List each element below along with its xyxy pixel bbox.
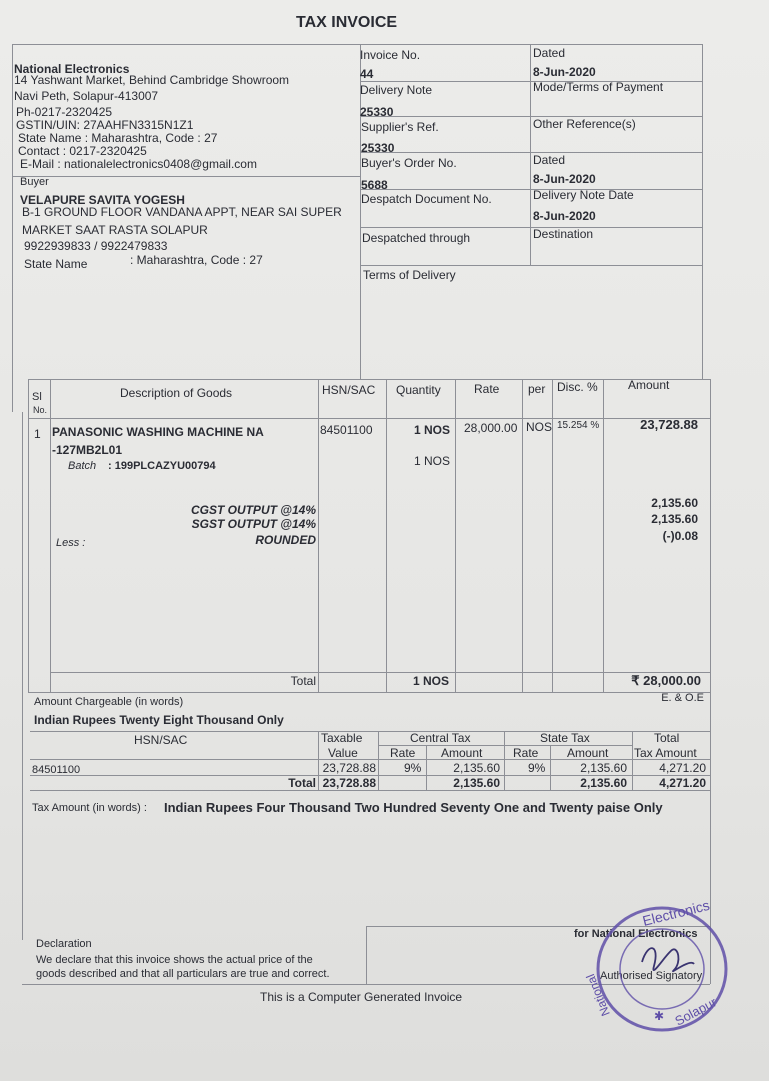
seller-email: E-Mail : nationalelectronics0408@gmail.com [20, 157, 257, 171]
total-amount: ₹ 28,000.00 [631, 673, 701, 688]
th-per: per [528, 382, 546, 396]
delivery-note-date-value: 8-Jun-2020 [533, 209, 596, 223]
col-per-right [552, 379, 553, 692]
th-sl: Sl [32, 391, 42, 403]
th-description: Description of Goods [120, 386, 233, 400]
less-label: Less : [56, 537, 86, 549]
tt-row-taxable: 23,728.88 [322, 761, 376, 775]
tt-row-s-amount: 2,135.60 [580, 761, 627, 775]
th-amount: Amount [628, 378, 670, 392]
taxtable-top [30, 731, 710, 732]
item-sl: 1 [34, 427, 41, 441]
tt-state-header: State Tax [540, 731, 590, 745]
eoe-label: E. & O.E [661, 692, 704, 704]
item-quantity-2: 1 NOS [413, 454, 450, 468]
tt-value-header: Value [328, 746, 358, 760]
th-no: No. [33, 405, 48, 415]
stamp-text-top: Electronics [640, 896, 712, 929]
tt-row-c-rate: 9% [404, 761, 422, 775]
declaration-line-2: goods described and that all particulars are true and correct. [36, 968, 330, 980]
authorised-signatory-label: Authorised Signatory [600, 970, 703, 982]
item-per: NOS [526, 420, 553, 434]
meta-divider [530, 44, 531, 266]
tt-total-c-amount: 2,135.60 [453, 776, 500, 790]
item-batch-label: Batch [68, 460, 97, 472]
tt-s-amount-header: Amount [567, 746, 609, 760]
destination-label: Destination [533, 227, 594, 241]
seller-name: National Electronics [14, 62, 130, 76]
total-quantity: 1 NOS [413, 674, 450, 688]
amount-in-words: Indian Rupees Twenty Eight Thousand Only [34, 713, 284, 727]
tt-total-taxable: 23,728.88 [322, 776, 376, 790]
cgst-label: CGST OUTPUT @14% [190, 503, 316, 517]
delivery-note-value: 25330 [360, 105, 394, 119]
invoice-no: 44 [360, 67, 374, 81]
seller-contact: Contact : 0217-2320425 [18, 144, 147, 158]
despatch-doc-label: Despatch Document No. [361, 192, 492, 206]
col-sl-right [50, 379, 51, 692]
buyer-state-value: : Maharashtra, Code : 27 [130, 253, 263, 267]
taxtable-col-2 [378, 731, 379, 790]
tt-row-s-rate: 9% [528, 761, 546, 775]
item-amount: 23,728.88 [640, 417, 698, 432]
seller-address-2: Navi Peth, Solapur-413007 [14, 89, 159, 103]
dated-value: 8-Jun-2020 [533, 65, 596, 79]
seller-address-1: 14 Yashwant Market, Behind Cambridge Showroom [14, 73, 290, 87]
meta-row-4 [360, 189, 702, 190]
page-title: TAX INVOICE [296, 14, 398, 31]
tt-total-tax-header: Tax Amount [634, 746, 697, 760]
col-rate-right [522, 379, 523, 692]
seller-phone: Ph-0217-2320425 [16, 105, 113, 119]
frame-left-top [12, 44, 13, 412]
despatched-through-label: Despatched through [362, 231, 471, 245]
amount-chargeable-label: Amount Chargeable (in words) [34, 696, 184, 708]
footer-note: This is a Computer Generated Invoice [260, 990, 463, 1004]
buyer-address-2: MARKET SAAT RASTA SOLAPUR [22, 223, 208, 237]
item-name-1: PANASONIC WASHING MACHINE NA [52, 425, 264, 439]
tt-taxable-header: Taxable [321, 731, 363, 745]
th-rate: Rate [474, 382, 500, 396]
suppliers-ref-value: 25330 [361, 141, 395, 155]
declaration-label: Declaration [36, 938, 92, 950]
buyer-label: Buyer [20, 176, 49, 188]
tt-total-label: Total [288, 776, 316, 790]
tax-amount-words-label: Tax Amount (in words) : [32, 802, 147, 814]
stamp-text-left: National [583, 972, 613, 1019]
item-rate: 28,000.00 [464, 421, 518, 435]
rounded-label: ROUNDED [255, 533, 316, 547]
item-batch-value: : 199PLCAZYU00794 [108, 460, 216, 472]
seller-gstin: GSTIN/UIN: 27AAHFN3315N1Z1 [16, 118, 194, 132]
seller-buyer-divider [12, 176, 360, 177]
signature-scribble [642, 948, 694, 971]
item-disc: 15.254 % [557, 420, 600, 431]
frame-right-bottom [710, 379, 711, 984]
delivery-note-date-label: Delivery Note Date [533, 188, 634, 202]
tt-central-header: Central Tax [410, 731, 471, 745]
th-quantity: Quantity [396, 383, 441, 397]
meta-row-2 [360, 116, 702, 117]
taxtable-col-4 [504, 731, 505, 790]
sign-box-left [366, 926, 367, 984]
buyers-order-value: 5688 [361, 178, 388, 192]
meta-row-3 [360, 152, 702, 153]
for-company-label: for National Electronics [574, 928, 698, 940]
tt-c-amount-header: Amount [441, 746, 483, 760]
buyer-name: VELAPURE SAVITA YOGESH [20, 193, 185, 207]
invoice-no-label: Invoice No. [360, 48, 421, 62]
th-hsn: HSN/SAC [322, 383, 376, 397]
tt-c-rate-header: Rate [390, 746, 416, 760]
mode-terms-label: Mode/Terms of Payment [533, 80, 664, 94]
tax-amount-in-words: Indian Rupees Four Thousand Two Hundred Seventy One and Twenty paise Only [164, 800, 663, 815]
tt-row-total: 4,271.20 [659, 761, 706, 775]
terms-delivery-label: Terms of Delivery [363, 268, 456, 282]
tt-hsn-header: HSN/SAC [134, 733, 188, 747]
sgst-amount: 2,135.60 [651, 512, 698, 526]
buyers-order-label: Buyer's Order No. [361, 156, 457, 170]
col-desc-right [318, 379, 319, 692]
meta-row-5 [360, 227, 702, 228]
col-sl-left [28, 379, 29, 692]
tt-row-hsn: 84501100 [32, 764, 81, 776]
sgst-label: SGST OUTPUT @14% [191, 517, 316, 531]
declaration-line-1: We declare that this invoice shows the actual price of the [36, 954, 313, 966]
dated2-value: 8-Jun-2020 [533, 172, 596, 186]
tt-row-c-amount: 2,135.60 [453, 761, 500, 775]
stamp-text-bottom: Solapur [672, 994, 719, 1029]
items-top [28, 379, 710, 380]
stamp-star-icon: ✱ [654, 1009, 665, 1023]
tt-total-total: 4,271.20 [659, 776, 706, 790]
cgst-amount: 2,135.60 [651, 496, 698, 510]
seller-state: State Name : Maharashtra, Code : 27 [18, 131, 218, 145]
buyer-phone: 9922939833 / 9922479833 [24, 239, 168, 253]
other-ref-label: Other Reference(s) [533, 117, 636, 131]
frame-left-bottom [22, 412, 23, 940]
item-hsn: 84501100 [320, 423, 373, 437]
tt-s-rate-header: Rate [513, 746, 539, 760]
items-bottom [28, 692, 710, 693]
item-quantity: 1 NOS [413, 423, 450, 437]
company-stamp [583, 896, 730, 1034]
dated-label: Dated [533, 46, 566, 60]
rounded-amount: (-)0.08 [662, 529, 698, 543]
tt-total-s-amount: 2,135.60 [580, 776, 627, 790]
col-disc-right [603, 379, 604, 692]
buyer-address-1: B-1 GROUND FLOOR VANDANA APPT, NEAR SAI SUPER [22, 205, 342, 219]
taxtable-bottom [30, 790, 710, 791]
item-name-2: -127MB2L01 [52, 443, 123, 457]
suppliers-ref-label: Supplier's Ref. [361, 120, 439, 134]
frame-right-top [702, 44, 703, 379]
total-label: Total [290, 674, 316, 688]
th-disc: Disc. % [557, 380, 598, 394]
dated2-label: Dated [533, 153, 566, 167]
col-qty-right [455, 379, 456, 692]
meta-row-6 [360, 265, 702, 266]
buyer-state-label: State Name [24, 257, 88, 271]
tt-total-header: Total [654, 731, 680, 745]
frame-top [12, 44, 702, 45]
delivery-note-label: Delivery Note [360, 83, 433, 97]
